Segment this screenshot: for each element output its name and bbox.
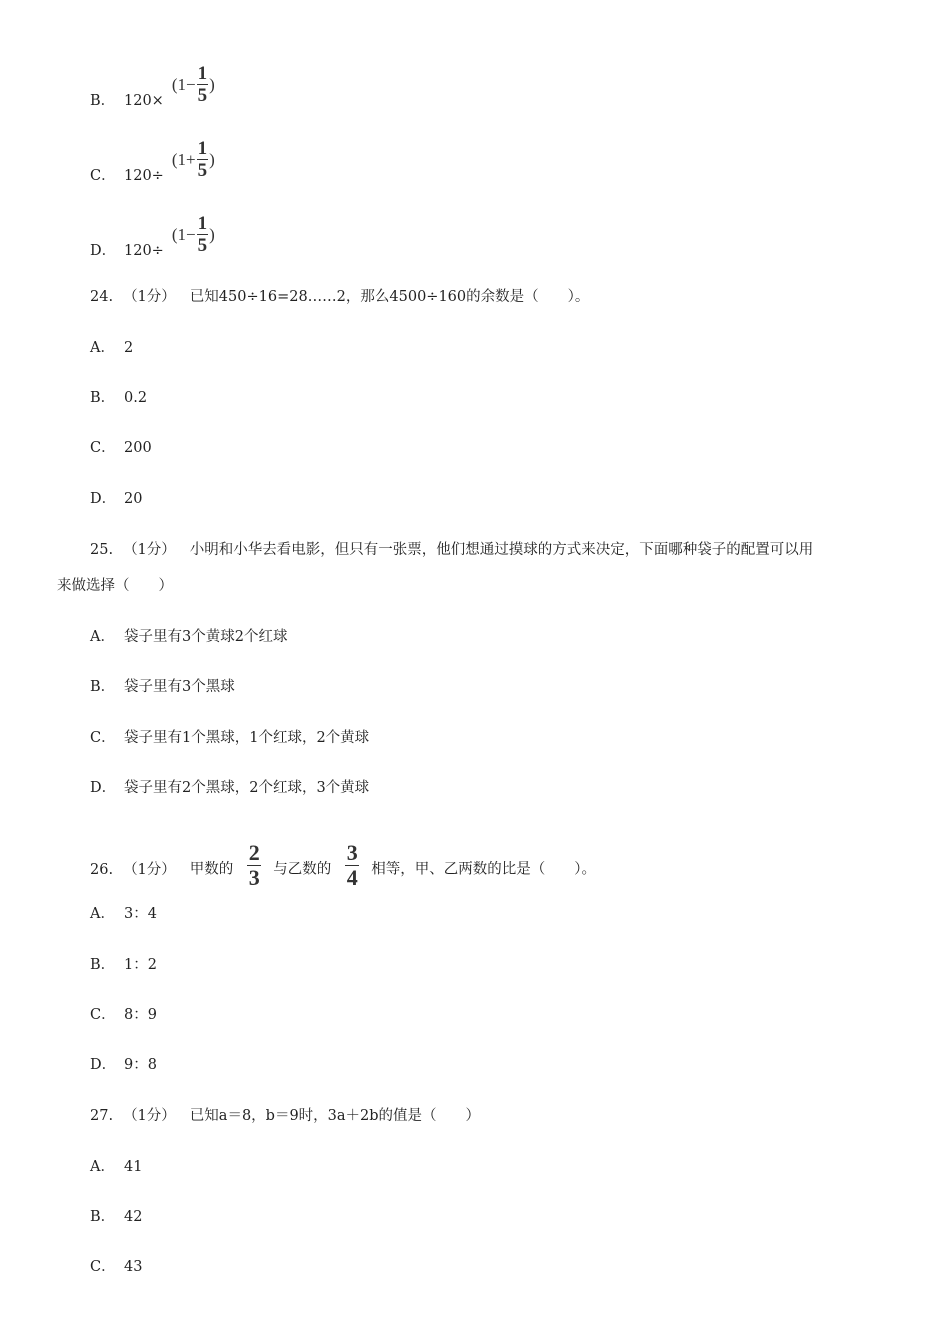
- fraction-numerator: 2: [248, 840, 260, 865]
- paren-open: (1−: [171, 224, 196, 244]
- option-letter: B．: [90, 1209, 116, 1225]
- question-27: [90, 1106, 480, 1126]
- q25-option-a: [90, 627, 287, 647]
- fraction-numerator: 3: [346, 840, 358, 865]
- paren-close: ): [209, 149, 215, 169]
- option-letter: C．: [90, 1259, 116, 1275]
- fraction-denominator: 5: [197, 85, 208, 106]
- option-letter: B．: [90, 390, 116, 406]
- fraction: [197, 139, 209, 180]
- question-text-line2: 来做选择（ ）: [57, 578, 173, 594]
- question-25: [90, 540, 813, 560]
- q26-option-b: [90, 955, 157, 975]
- q24-option-a: [90, 338, 133, 358]
- question-number: 27.: [90, 1108, 114, 1124]
- option-text: 200: [124, 440, 152, 456]
- paren-close: ): [209, 224, 215, 244]
- option-text: 2: [124, 340, 134, 356]
- q23-option-c: [90, 138, 215, 196]
- q27-option-c: [90, 1257, 142, 1277]
- q24-option-d: [90, 489, 142, 509]
- fraction-denominator: 5: [197, 160, 208, 181]
- option-text: 41: [124, 1159, 143, 1175]
- fraction-numerator: 1: [197, 63, 208, 84]
- q25-option-c: [90, 728, 369, 748]
- fraction-expression: [172, 64, 215, 105]
- option-text: 42: [124, 1209, 143, 1225]
- paren-open: (1+: [171, 149, 196, 169]
- q27-option-a: [90, 1157, 142, 1177]
- q24-option-b: [90, 388, 147, 408]
- option-text: 3：4: [124, 906, 157, 922]
- q24-option-c: [90, 438, 152, 458]
- fraction-denominator: 4: [346, 865, 358, 890]
- option-letter: C．: [90, 1007, 116, 1023]
- fraction-numerator: 1: [197, 138, 208, 159]
- option-letter: A．: [90, 906, 115, 922]
- fraction-expression: [172, 139, 215, 180]
- option-letter: A．: [90, 340, 115, 356]
- option-prefix: 120÷: [124, 167, 164, 184]
- q25-option-d: [90, 778, 369, 798]
- option-letter: B．: [90, 679, 116, 695]
- option-text: 袋子里有2个黑球，2个红球，3个黄球: [124, 780, 370, 796]
- option-text: 1：2: [124, 957, 157, 973]
- option-letter: A．: [90, 1159, 115, 1175]
- q23-option-d: [90, 213, 215, 271]
- option-letter: D．: [90, 491, 117, 507]
- option-text: 0.2: [124, 390, 148, 406]
- question-text-line1: 小明和小华去看电影，但只有一张票，他们想通过摸球的方式来决定，下面哪种袋子的配置可以用: [189, 542, 814, 558]
- fraction: [197, 214, 209, 255]
- q26-option-d: [90, 1055, 157, 1075]
- fraction: [197, 64, 209, 105]
- paren-open: (1−: [171, 74, 196, 94]
- q27-option-b: [90, 1207, 142, 1227]
- option-letter: C．: [90, 730, 116, 746]
- option-letter: D．: [90, 242, 117, 259]
- fraction-numerator: 1: [197, 213, 208, 234]
- question-number: 25.: [90, 542, 114, 558]
- fraction-two-thirds: [247, 842, 261, 889]
- option-letter: D．: [90, 1057, 117, 1073]
- question-24: [90, 287, 589, 307]
- question-score: （1分）: [123, 542, 176, 558]
- option-letter: D．: [90, 780, 117, 796]
- question-text-a: 甲数的: [189, 861, 234, 878]
- question-text-c: 相等，甲、乙两数的比是（ ）。: [371, 861, 597, 878]
- option-letter: B．: [90, 92, 116, 109]
- fraction-expression: [172, 214, 215, 255]
- option-text: 20: [124, 491, 143, 507]
- option-letter: C．: [90, 167, 116, 184]
- option-text: 8：9: [124, 1007, 157, 1023]
- option-letter: B．: [90, 957, 116, 973]
- fraction-denominator: 5: [197, 235, 208, 256]
- fraction-denominator: 3: [248, 865, 260, 890]
- q26-option-c: [90, 1005, 157, 1025]
- option-text: 袋子里有3个黑球: [124, 679, 235, 695]
- option-prefix: 120÷: [124, 242, 164, 259]
- paren-close: ): [209, 74, 215, 94]
- question-score: （1分）: [123, 289, 176, 305]
- q23-option-b: [90, 63, 215, 121]
- option-text: 袋子里有3个黄球2个红球: [124, 629, 288, 645]
- question-text: 已知450÷16=28……2，那么4500÷160的余数是（ ）。: [189, 289, 590, 305]
- option-letter: C．: [90, 440, 116, 456]
- question-25-continued: [57, 576, 173, 596]
- question-number: 26.: [90, 861, 114, 878]
- question-score: （1分）: [123, 1108, 176, 1124]
- question-text-b: 与乙数的: [273, 861, 332, 878]
- question-26: [90, 840, 597, 893]
- option-text: 9：8: [124, 1057, 157, 1073]
- q26-option-a: [90, 904, 157, 924]
- question-score: （1分）: [123, 861, 176, 878]
- option-text: 43: [124, 1259, 143, 1275]
- question-number: 24.: [90, 289, 114, 305]
- option-prefix: 120×: [124, 92, 164, 109]
- q25-option-b: [90, 677, 235, 697]
- fraction-three-quarters: [345, 842, 359, 889]
- question-text: 已知a＝8，b＝9时，3a＋2b的值是（ ）: [189, 1108, 481, 1124]
- option-letter: A．: [90, 629, 115, 645]
- option-text: 袋子里有1个黑球，1个红球，2个黄球: [124, 730, 370, 746]
